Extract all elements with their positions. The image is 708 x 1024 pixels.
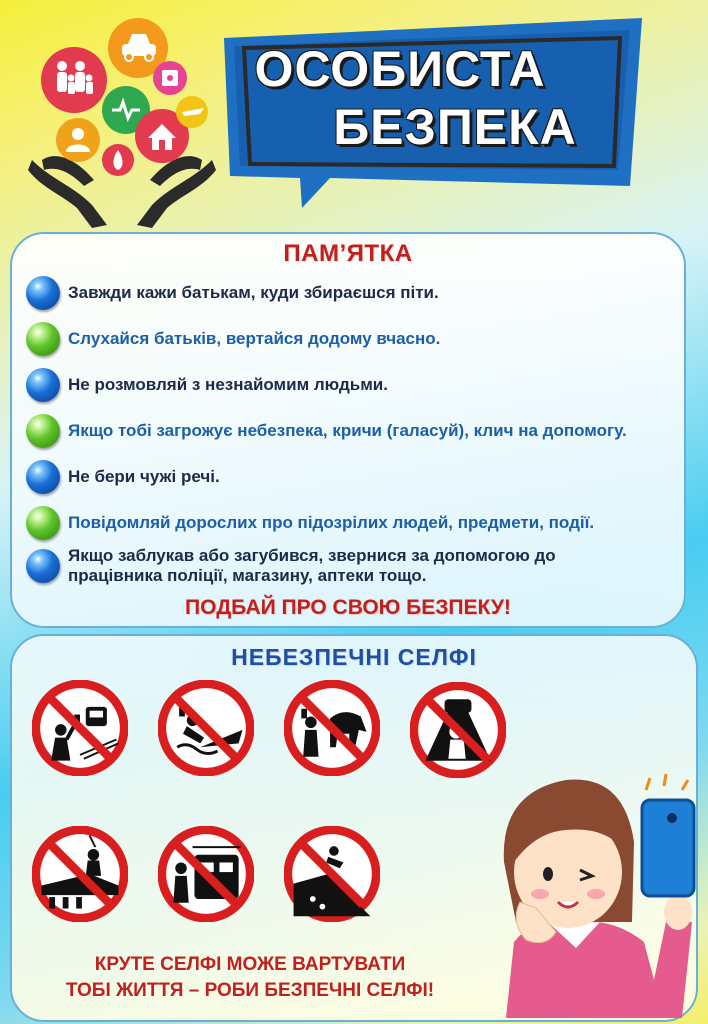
care-slogan: ПОДБАЙ ПРО СВОЮ БЕЗПЕКУ! bbox=[185, 596, 511, 619]
memo-item bbox=[26, 368, 686, 402]
memo-item-line: працівника поліції, магазину, аптеки тощо. bbox=[68, 566, 427, 585]
title-line-1: ОСОБИСТА bbox=[254, 41, 546, 97]
no-selfie-cliff-icon bbox=[284, 826, 380, 922]
selfie-warning bbox=[20, 952, 480, 1004]
green-bullet-icon bbox=[26, 322, 60, 356]
memo-item-text: Не бери чужі речі. bbox=[68, 467, 220, 486]
memo-item bbox=[26, 506, 686, 540]
no-selfie-road-icon bbox=[410, 682, 506, 778]
blue-bullet-icon bbox=[26, 276, 60, 310]
memo-item bbox=[26, 414, 686, 448]
memo-item bbox=[26, 322, 686, 356]
memo-item-text: Завжди кажи батькам, куди збираєшся піти. bbox=[68, 283, 439, 302]
green-bullet-icon bbox=[26, 414, 60, 448]
memo-item-line: Якщо заблукав або загубився, звернися за допомогою до bbox=[68, 546, 556, 565]
memo-item bbox=[26, 546, 686, 586]
memo-panel bbox=[10, 232, 686, 628]
no-selfie-wild-animal-icon bbox=[284, 680, 380, 776]
page-title bbox=[230, 40, 610, 156]
no-selfie-roof-icon bbox=[32, 826, 128, 922]
memo-item-text: Якщо тобі загрожує небезпека, кричи (галасуй), клич на допомогу. bbox=[68, 421, 627, 440]
memo-item bbox=[26, 276, 686, 310]
memo-item-text: Слухайся батьків, вертайся додому вчасно. bbox=[68, 329, 441, 348]
no-selfie-water-icon bbox=[158, 680, 254, 776]
warning-line-1: КРУТЕ СЕЛФІ МОЖЕ ВАРТУВАТИ bbox=[94, 954, 406, 975]
memo-item bbox=[26, 460, 686, 494]
title-line-2: БЕЗПЕКА bbox=[333, 99, 577, 155]
no-selfie-train-icon bbox=[158, 826, 254, 922]
memo-item-text bbox=[68, 546, 556, 586]
blue-bullet-icon bbox=[26, 460, 60, 494]
memo-title: ПАМ’ЯТКА bbox=[283, 240, 413, 267]
no-selfie-railway-icon bbox=[32, 680, 128, 776]
blue-bullet-icon bbox=[26, 368, 60, 402]
blue-bullet-icon bbox=[26, 549, 60, 583]
girl-taking-selfie-illustration bbox=[496, 772, 706, 1018]
memo-item-text: Не розмовляй з незнайомим людьми. bbox=[68, 375, 388, 394]
selfie-title: НЕБЕЗПЕЧНІ СЕЛФІ bbox=[231, 644, 477, 670]
green-bullet-icon bbox=[26, 506, 60, 540]
memo-item-text: Повідомляй дорослих про підозрілих людей, предмети, події. bbox=[68, 513, 595, 532]
warning-line-2: ТОБІ ЖИТТЯ – РОБИ БЕЗПЕЧНІ СЕЛФІ! bbox=[65, 980, 435, 1001]
